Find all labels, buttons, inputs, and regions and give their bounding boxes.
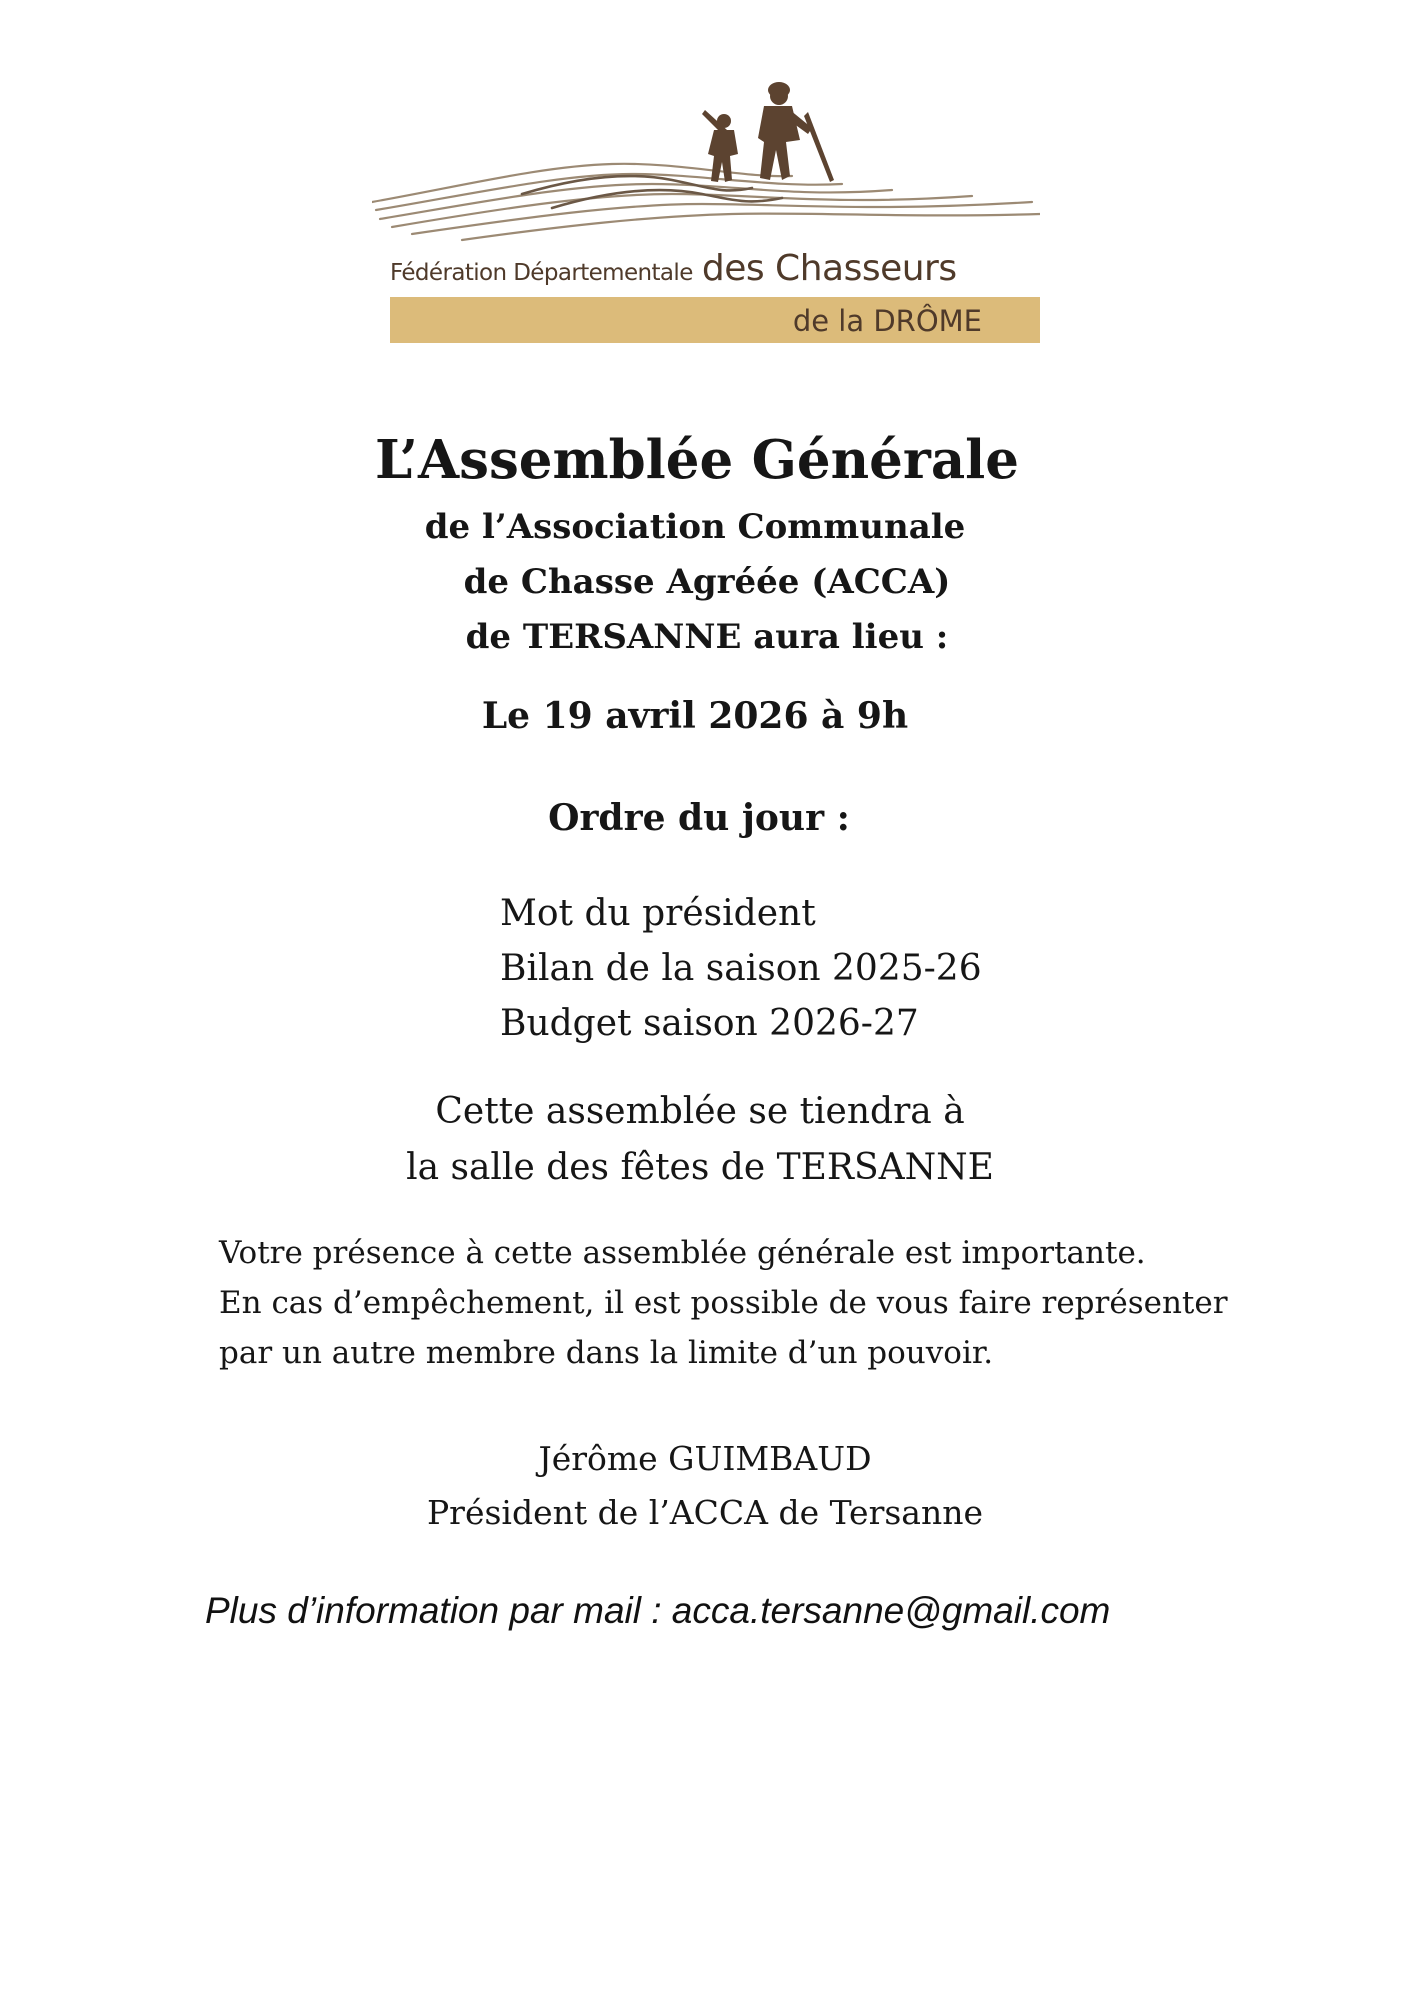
location-line-2: la salle des fêtes de TERSANNE	[406, 1147, 994, 1188]
federation-logo	[372, 76, 1040, 348]
signature-role: Président de l’ACCA de Tersanne	[426, 1493, 984, 1532]
notice-line: En cas d’empêchement, il est possible de vous faire représenter	[219, 1285, 1228, 1321]
page-title: L’Assemblée Générale	[374, 429, 1020, 491]
subtitle-line-2: de Chasse Agréée (ACCA)	[463, 562, 951, 602]
notice-line: par un autre membre dans la limite d’un pouvoir.	[219, 1335, 994, 1371]
agenda-item: Bilan de la saison 2025-26	[500, 948, 982, 989]
logo-text-small: Fédération Départementale	[390, 260, 693, 286]
agenda-item: Mot du président	[500, 893, 816, 934]
hunters-landscape-icon	[372, 76, 1040, 256]
meeting-date: Le 19 avril 2026 à 9h	[481, 695, 909, 737]
signature-name: Jérôme GUIMBAUD	[538, 1439, 872, 1478]
logo-federation-text	[390, 248, 957, 289]
subtitle-line-1: de l’Association Communale	[424, 507, 966, 547]
logo-region-text: de la DRÔME	[792, 304, 982, 338]
notice-paragraph	[219, 1228, 1228, 1378]
subtitle-line-3: de TERSANNE aura lieu :	[465, 617, 949, 657]
contact-email-line: Plus d’information par mail : acca.tersanne@gmail.com	[205, 1590, 1111, 1631]
notice-line: Votre présence à cette assemblée générale est importante.	[219, 1235, 1146, 1271]
location-line-1: Cette assemblée se tiendra à	[435, 1091, 965, 1132]
agenda-item: Budget saison 2026-27	[500, 1003, 919, 1044]
logo-text-big: des Chasseurs	[701, 248, 957, 289]
agenda-list	[500, 886, 982, 1051]
agenda-title: Ordre du jour :	[548, 797, 850, 839]
